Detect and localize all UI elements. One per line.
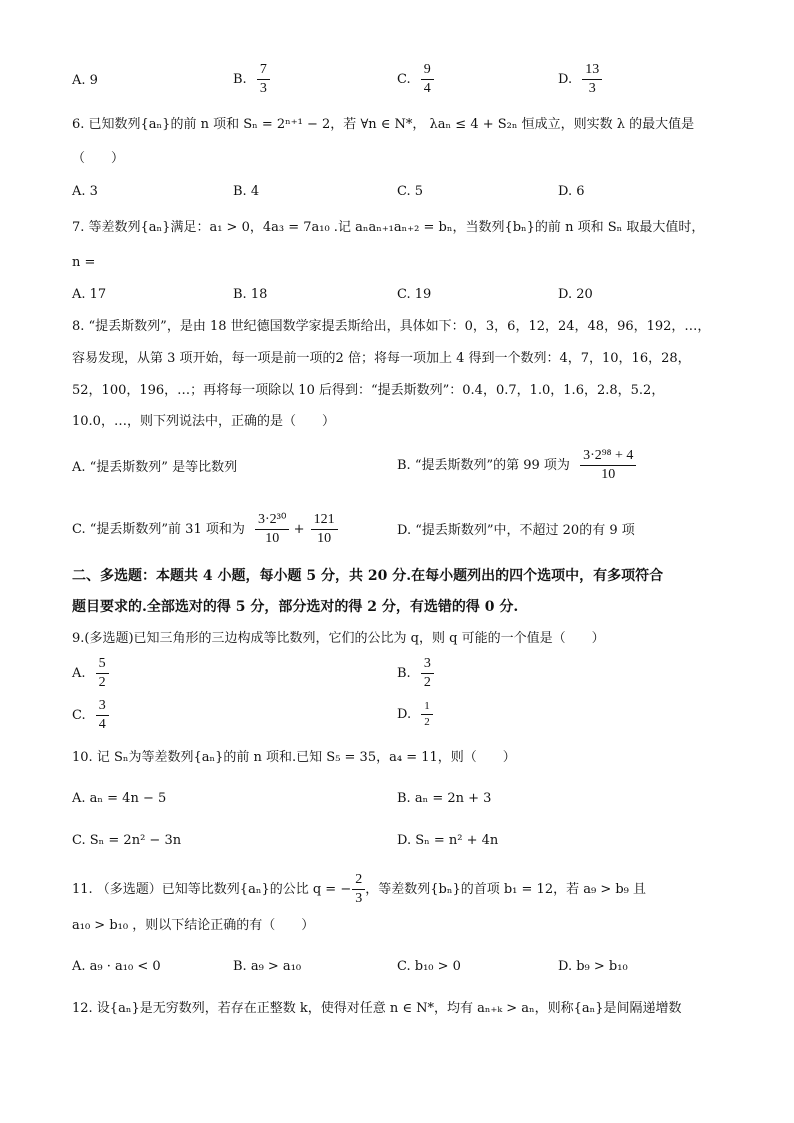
plus-sign: + bbox=[293, 522, 305, 537]
q5-option-d-fraction bbox=[582, 62, 602, 97]
q5-option-b-label: B. bbox=[233, 72, 247, 87]
q8-option-b-label: B. “提丢斯数列”的第 99 项为 bbox=[397, 458, 570, 473]
q11-option-a: A. a₉ · a₁₀ < 0 bbox=[72, 959, 161, 974]
fraction-denominator: 3 bbox=[355, 891, 363, 906]
q9-option-c bbox=[72, 698, 109, 733]
q9-option-b bbox=[397, 656, 434, 691]
q7-option-d: D. 20 bbox=[558, 287, 593, 302]
fraction-denominator: 3 bbox=[259, 81, 267, 96]
fraction-denominator: 2 bbox=[98, 675, 106, 690]
q9-stem: 9.(多选题)已知三角形的三边构成等比数列，它们的公比为 q，则 q 可能的一个值是（ ） bbox=[72, 631, 605, 646]
fraction-numerator: 2 bbox=[352, 872, 365, 890]
fraction-denominator: 2 bbox=[423, 675, 431, 690]
q5-option-d bbox=[558, 62, 602, 97]
q10-option-c: C. Sₙ = 2n² − 3n bbox=[72, 833, 182, 848]
q11-stem bbox=[72, 872, 646, 907]
q8-stem-line-4: 10.0，…，则下列说法中，正确的是（ ） bbox=[72, 414, 335, 429]
q12-stem: 12. 设{aₙ}是无穷数列，若存在正整数 k，使得对任意 n ∈ N*，均有 aₙ₊ₖ > aₙ，则称{aₙ}是间隔递增数 bbox=[72, 1001, 682, 1016]
q7-option-c: C. 19 bbox=[397, 287, 432, 302]
q7-option-a: A. 17 bbox=[72, 287, 107, 302]
q9-option-c-label: C. bbox=[72, 708, 86, 723]
fraction-denominator: 4 bbox=[98, 717, 106, 732]
fraction-numerator: 3 bbox=[96, 698, 109, 716]
section-2-heading-line-2: 题目要求的.全部选对的得 5 分，部分选对的得 2 分，有选错的得 0 分. bbox=[72, 599, 519, 615]
q8-stem-line-3: 52，100，196，…；再将每一项除以 10 后得到：“提丢斯数列”：0.4，0.7，1.0，1.6，2.8，5.2， bbox=[72, 383, 665, 398]
fraction-numerator: 1 bbox=[421, 700, 433, 715]
q9-option-a-label: A. bbox=[72, 666, 86, 681]
fraction-denominator: 2 bbox=[424, 716, 430, 728]
q5-option-c-label: C. bbox=[397, 72, 411, 87]
q11-stem-continued: a₁₀ > b₁₀ ，则以下结论正确的有（ ） bbox=[72, 918, 315, 933]
q11-option-d: D. b₉ > b₁₀ bbox=[558, 959, 628, 974]
fraction-denominator: 10 bbox=[601, 467, 616, 482]
q6-option-c: C. 5 bbox=[397, 184, 424, 199]
q9-option-d bbox=[397, 700, 433, 729]
section-2-heading-line-1: 二、多选题：本题共 4 小题，每小题 5 分，共 20 分.在每小题列出的四个选项中，有多项符合 bbox=[72, 568, 664, 584]
q11-ratio-fraction bbox=[352, 872, 365, 907]
q11-stem-rest: ，等差数列{bₙ}的首项 b₁ = 12，若 a₉ > b₉ 且 bbox=[365, 882, 647, 897]
q8-option-b bbox=[397, 448, 636, 483]
q5-option-b-fraction bbox=[257, 62, 270, 97]
q10-option-a: A. aₙ = 4n − 5 bbox=[72, 791, 167, 806]
q8-option-c-fraction-1 bbox=[255, 512, 289, 547]
q11-option-b: B. a₉ > a₁₀ bbox=[233, 959, 302, 974]
q8-option-c bbox=[72, 512, 338, 547]
q6-answer-blank: （ ） bbox=[72, 151, 125, 166]
q8-option-c-fraction-2 bbox=[311, 512, 338, 547]
fraction-numerator: 5 bbox=[96, 656, 109, 674]
q10-option-b: B. aₙ = 2n + 3 bbox=[397, 791, 492, 806]
q8-stem-line-1: 8. “提丢斯数列”，是由 18 世纪德国数学家提丢斯给出，具体如下：0，3，6，12，24，48，96，192，…， bbox=[72, 319, 711, 334]
q10-option-d: D. Sₙ = n² + 4n bbox=[397, 833, 499, 848]
q9-option-d-fraction bbox=[421, 700, 433, 729]
q11-option-c: C. b₁₀ > 0 bbox=[397, 959, 461, 974]
fraction-denominator: 10 bbox=[265, 531, 280, 546]
q9-option-c-fraction bbox=[96, 698, 109, 733]
q5-option-c bbox=[397, 62, 434, 97]
q7-stem: 7. 等差数列{aₙ}满足：a₁ > 0，4a₃ = 7a₁₀ .记 aₙaₙ₊₁aₙ₊₂ = bₙ，当数列{bₙ}的前 n 项和 Sₙ 取最大值时， bbox=[72, 220, 705, 235]
q11-stem-start: 11. （多选题）已知等比数列{aₙ}的公比 q = − bbox=[72, 882, 352, 897]
q8-stem-line-2: 容易发现，从第 3 项开始，每一项是前一项的2 倍；将每一项加上 4 得到一个数列：4，7，10，16，28， bbox=[72, 351, 691, 366]
q9-option-b-label: B. bbox=[397, 666, 411, 681]
q8-option-a: A. “提丢斯数列” 是等比数列 bbox=[72, 460, 238, 475]
fraction-numerator: 9 bbox=[421, 62, 434, 80]
fraction-numerator: 13 bbox=[582, 62, 602, 80]
q9-option-a-fraction bbox=[96, 656, 109, 691]
q6-option-b: B. 4 bbox=[233, 184, 260, 199]
q9-option-a bbox=[72, 656, 109, 691]
q8-option-d: D. “提丢斯数列”中，不超过 20的有 9 项 bbox=[397, 523, 635, 538]
q5-option-b bbox=[233, 62, 270, 97]
fraction-numerator: 7 bbox=[257, 62, 270, 80]
q9-option-d-label: D. bbox=[397, 707, 412, 722]
fraction-numerator: 3 bbox=[421, 656, 434, 674]
q9-option-b-fraction bbox=[421, 656, 434, 691]
fraction-numerator: 3·2³⁰ bbox=[255, 512, 289, 530]
fraction-denominator: 3 bbox=[588, 81, 596, 96]
q5-option-c-fraction bbox=[421, 62, 434, 97]
fraction-numerator: 3·2⁹⁸ + 4 bbox=[580, 448, 636, 466]
fraction-denominator: 10 bbox=[317, 531, 332, 546]
fraction-numerator: 121 bbox=[311, 512, 338, 530]
q6-stem: 6. 已知数列{aₙ}的前 n 项和 Sₙ = 2ⁿ⁺¹ − 2，若 ∀n ∈ N*， λaₙ ≤ 4 + S₂ₙ 恒成立，则实数 λ 的最大值是 bbox=[72, 117, 695, 132]
fraction-denominator: 4 bbox=[423, 81, 431, 96]
q7-option-b: B. 18 bbox=[233, 287, 268, 302]
q7-stem-continued: n = bbox=[72, 255, 96, 270]
q6-option-a: A. 3 bbox=[72, 184, 98, 199]
q6-option-d: D. 6 bbox=[558, 184, 585, 199]
q10-stem: 10. 记 Sₙ为等差数列{aₙ}的前 n 项和.已知 S₅ = 35，a₄ = 11，则（ ） bbox=[72, 750, 516, 765]
q5-option-d-label: D. bbox=[558, 72, 573, 87]
q8-option-b-fraction bbox=[580, 448, 636, 483]
q8-option-c-label: C. “提丢斯数列”前 31 项和为 bbox=[72, 522, 245, 537]
q5-option-a: A. 9 bbox=[72, 73, 98, 88]
